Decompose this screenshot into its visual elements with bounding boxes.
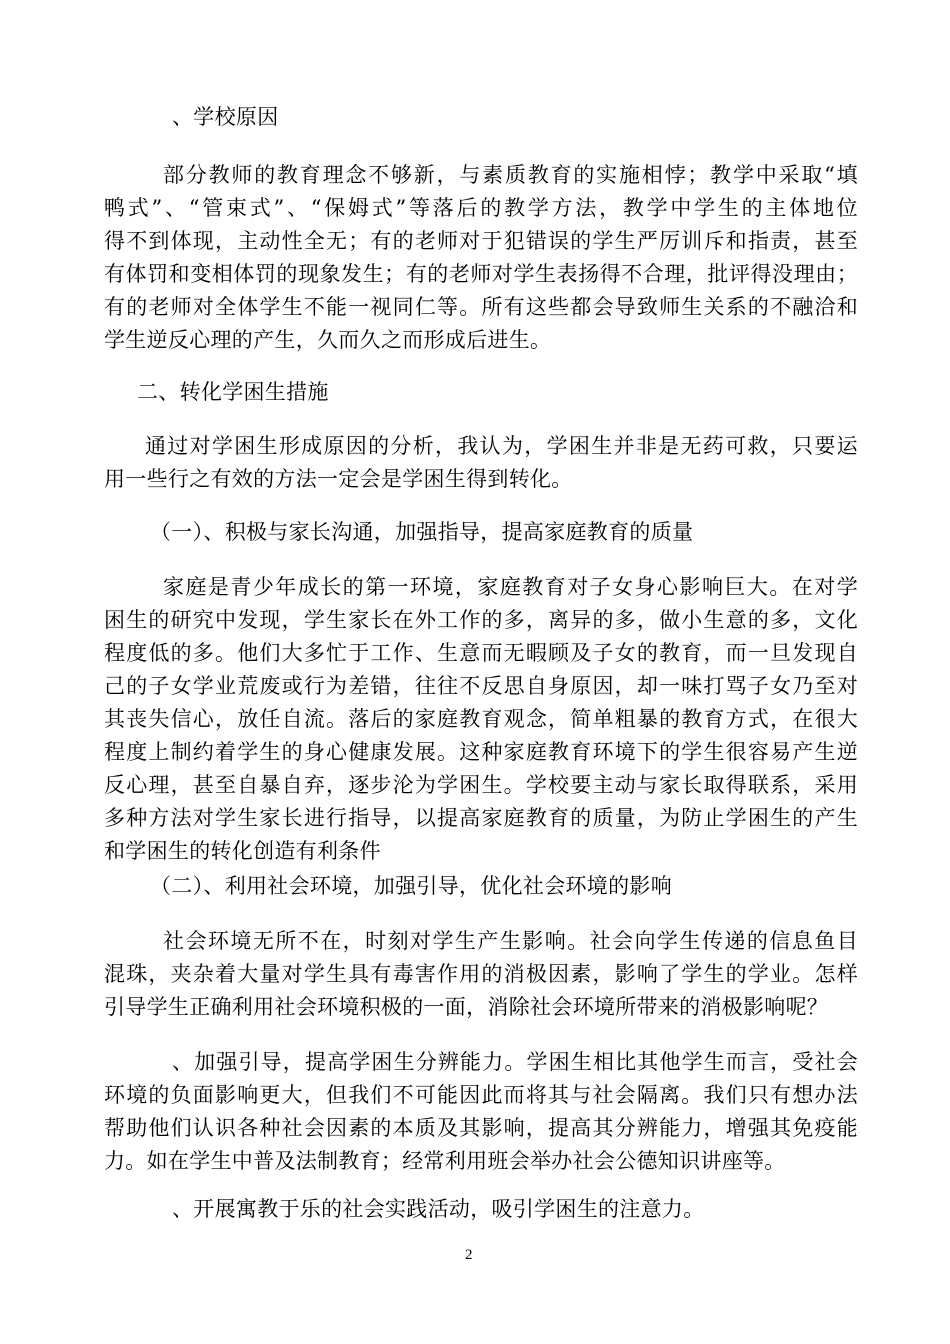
paragraph-line: 通过对学困生形成原因的分析，我认为，学困生并非是无药可救，只要运 (145, 434, 858, 458)
paragraph-line: 己的子女学业荒废或行为差错，往往不反思自身原因，却一味打骂子女乃至对 (104, 674, 858, 698)
paragraph-line: 混珠，夹杂着大量对学生具有毒害作用的消极因素，影响了学生的学业。怎样 (104, 962, 858, 986)
paragraph-line: 、加强引导，提高学困生分辨能力。学困生相比其他学生而言，受社会 (172, 1050, 858, 1074)
paragraph-line: 鸭式”、“管束式”、“保姆式”等落后的教学方法，教学中学生的主体地位 (104, 196, 858, 220)
paragraph-line: 有的老师对全体学生不能一视同仁等。所有这些都会导致师生关系的不融洽和 (104, 295, 858, 319)
paragraph-line: 有体罚和变相体罚的现象发生；有的老师对学生表扬得不合理，批评得没理由； (104, 262, 858, 286)
paragraph-line: 多种方法对学生家长进行指导，以提高家庭教育的质量，为防止学困生的产生 (104, 806, 858, 830)
paragraph-line: 困生的研究中发现，学生家长在外工作的多，离异的多，做小生意的多，文化 (104, 608, 858, 632)
paragraph-line: 程度上制约着学生的身心健康发展。这种家庭教育环境下的学生很容易产生逆 (104, 740, 858, 764)
measures-heading: 二、转化学困生措施 (137, 380, 329, 404)
paragraph-line: 反心理，甚至自暴自弃，逐步沦为学困生。学校要主动与家长取得联系，采用 (104, 773, 858, 797)
paragraph-line: 部分教师的教育理念不够新，与素质教育的实施相悖；教学中采取“填 (163, 163, 858, 187)
paragraph-line: 学生逆反心理的产生，久而久之而形成后进生。 (104, 328, 552, 352)
paragraph-line: 环境的负面影响更大，但我们不可能因此而将其与社会隔离。我们只有想办法 (104, 1083, 858, 1107)
paragraph-line: 帮助他们认识各种社会因素的本质及其影响，提高其分辨能力，增强其免疫能 (104, 1116, 858, 1140)
subsection-2-heading: （二）、利用社会环境，加强引导，优化社会环境的影响 (150, 874, 672, 898)
paragraph-line: 和学困生的转化创造有利条件 (104, 839, 381, 863)
paragraph-line: 程度低的多。他们大多忙于工作、生意而无暇顾及子女的教育，而一旦发现自 (104, 641, 858, 665)
paragraph-line: 引导学生正确利用社会环境积极的一面，消除社会环境所带来的消极影响呢？ (104, 995, 829, 1019)
paragraph-line: 用一些行之有效的方法一定会是学困生得到转化。 (104, 467, 573, 491)
paragraph-line: 其丧失信心，放任自流。落后的家庭教育观念，简单粗暴的教育方式，在很大 (104, 707, 858, 731)
paragraph-line: 社会环境无所不在，时刻对学生产生影响。社会向学生传递的信息鱼目 (163, 929, 858, 953)
page-number: 2 (465, 1247, 473, 1263)
practice-activity-line: 、开展寓教于乐的社会实践活动，吸引学困生的注意力。 (172, 1197, 705, 1221)
paragraph-line: 家庭是青少年成长的第一环境，家庭教育对子女身心影响巨大。在对学 (163, 575, 858, 599)
school-reason-heading: 、学校原因 (172, 105, 279, 129)
subsection-1-heading: （一）、积极与家长沟通，加强指导，提高家庭教育的质量 (150, 520, 694, 544)
paragraph-line: 得不到体现，主动性全无；有的老师对于犯错误的学生严厉训斥和指责，甚至 (104, 229, 858, 253)
paragraph-line: 力。如在学生中普及法制教育；经常利用班会举办社会公德知识讲座等。 (104, 1149, 786, 1173)
